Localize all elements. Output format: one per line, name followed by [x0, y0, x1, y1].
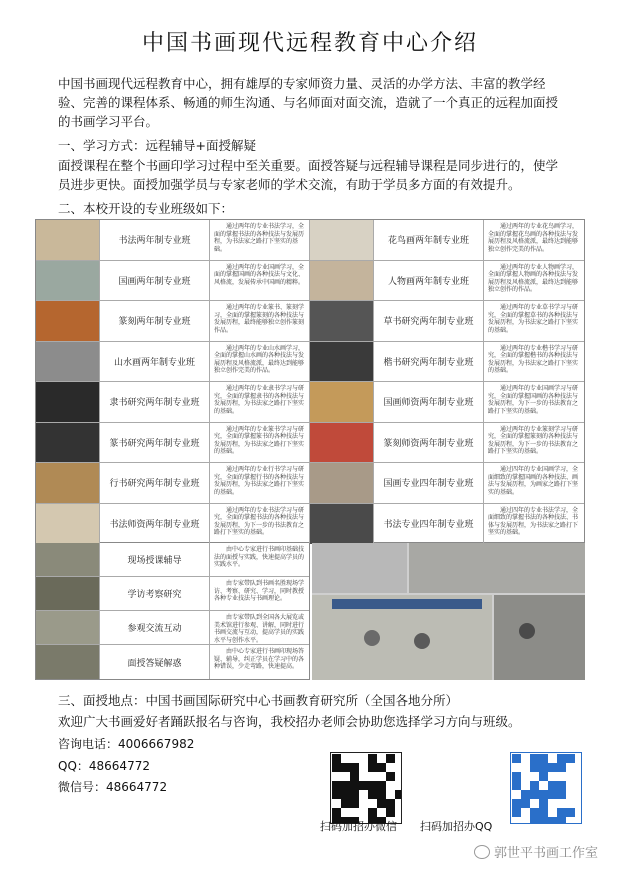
- class-name: 隶书研究两年制专业班: [100, 382, 210, 422]
- class-image: [36, 261, 100, 301]
- activity-name: 现场授课辅导: [100, 543, 210, 576]
- activity-description: 由专家带队到书画名胜现场学访、考察、研究、学习，同时教授各种专业技法与书画理论。: [214, 580, 305, 603]
- activity-name: 面授答疑解惑: [100, 645, 210, 679]
- activity-image: [36, 645, 100, 679]
- class-description: 通过两年的专业篆书、篆刻学习，全面的掌握篆刻的各种技法与发展历程，最终能够独立创作篆刻作品。: [210, 301, 310, 341]
- class-image: [36, 301, 100, 341]
- class-image: [310, 220, 374, 260]
- class-image: [310, 342, 374, 382]
- class-description: 通过两年的专业书法学习与研究，全面的掌握书法的各种技法与发展历程，为下一步的书法教育之路打下坚实的基础。: [210, 504, 310, 545]
- qq-qr-code[interactable]: [510, 752, 582, 824]
- class-row: [36, 382, 584, 423]
- watermark: [474, 842, 598, 861]
- class-name: 草书研究两年制专业班: [374, 301, 484, 341]
- class-row: [36, 261, 584, 302]
- wechat-qr-code[interactable]: [330, 752, 402, 824]
- class-name: 国画师资两年制专业班: [374, 382, 484, 422]
- class-image: [36, 423, 100, 463]
- class-description: 通过两年的专业花鸟画学习，全面的掌握花鸟画的各种技法与发展历程及风格流派，最终达到能够独立创作完美的作品。: [488, 223, 579, 253]
- person-shape: [519, 623, 535, 639]
- qr-pattern: [331, 753, 401, 823]
- activity-row: [36, 645, 309, 679]
- activity-description: 由中心专家进行书画印基础技法的面授与实践，快速提高学员的实践水平。: [214, 546, 305, 569]
- contact-qq: QQ：48664772: [58, 759, 150, 773]
- class-description: 通过两年的专业山水画学习，全面的掌握山水画的各种技法与发展历程及风格流派，最终达到能够独立创作完美的作品。: [210, 342, 310, 382]
- class-image: [36, 382, 100, 422]
- welcome-text: 欢迎广大书画爱好者踊跃报名与咨询，我校招办老师会协助您选择学习方向与班级。: [58, 714, 521, 729]
- class-name: 篆书研究两年制专业班: [100, 423, 210, 463]
- class-row: [36, 301, 584, 342]
- class-description: 通过两年的专业篆刻学习与研究，全面的掌握篆刻的各种技法与发展历程，为下一步的书法教育之路打下坚实的基础。: [488, 425, 579, 456]
- class-description: 通过两年的专业人物画学习，全面的掌握人物画的各种技法与发展历程及风格流派，最终达到能够独立创作的作品。: [488, 263, 579, 294]
- section1-text: 面授课程在整个书画印学习过程中至关重要。面授答疑与远程辅导课程是同步进行的，使学员进步更快。面授加强学员与专家老师的学术交流，有助于学员多方面的有效提升。: [58, 158, 559, 192]
- person-shape: [364, 630, 380, 646]
- class-description: 通过两年的专业书法学习，全面的掌握书法的各种技法与发展历程，为书法家之路打下坚实的基础。: [210, 220, 310, 260]
- class-image: [310, 504, 374, 545]
- person-shape: [414, 633, 430, 649]
- activity-image: [36, 543, 100, 576]
- qr-pattern: [511, 753, 581, 823]
- section2-heading: 二、本校开设的专业班级如下：: [58, 201, 234, 216]
- class-row: [36, 423, 584, 464]
- class-image: [310, 261, 374, 301]
- class-photos: [312, 543, 585, 680]
- class-name: 书法师资两年制专业班: [100, 504, 210, 545]
- class-row: [36, 463, 584, 504]
- activity-image: [36, 611, 100, 644]
- class-row: [36, 220, 584, 261]
- class-name: 行书研究两年制专业班: [100, 463, 210, 503]
- class-name: 楷书研究两年制专业班: [374, 342, 484, 382]
- class-name: 国画专业四年制专业班: [374, 463, 484, 503]
- activity-description: 由中心专家进行书画印现场答疑、辅导，纠正学员在学习中的各种错误，少走弯路，快速提高。: [214, 648, 305, 671]
- class-row: [36, 342, 584, 383]
- qq-qr-label: 扫码加招办QQ: [420, 820, 493, 833]
- class-image: [310, 301, 374, 341]
- wechat-icon: [474, 845, 490, 859]
- class-name: 人物画两年制专业班: [374, 261, 484, 301]
- wechat-qr-label: 扫码加招办微信: [320, 820, 397, 833]
- class-row: [36, 504, 584, 545]
- class-name: 书法专业四年制专业班: [374, 504, 484, 545]
- activity-row: [36, 577, 309, 611]
- class-image: [310, 423, 374, 463]
- photo-tile: [409, 543, 585, 593]
- class-description: 通过两年的专业楷书学习与研究，全面的掌握楷书的各种技法与发展历程，为书法家之路打下坚实的基础。: [488, 344, 579, 375]
- class-table: [35, 219, 585, 543]
- activity-name: 参观交流互动: [100, 611, 210, 644]
- activity-image: [36, 577, 100, 610]
- class-name: 书法两年制专业班: [100, 220, 210, 260]
- class-image: [36, 463, 100, 503]
- activity-row: [36, 543, 309, 577]
- photo-tile: [312, 543, 407, 593]
- class-description: 通过两年的专业行书学习与研究，全面的掌握行书的各种技法与发展历程，为书法家之路打下坚实的基础。: [210, 463, 310, 503]
- page-title: 中国书画现代远程教育中心介绍: [141, 31, 478, 56]
- class-name: 篆刻师资两年制专业班: [374, 423, 484, 463]
- class-image: [36, 342, 100, 382]
- class-image: [36, 504, 100, 545]
- class-name: 花鸟画两年制专业班: [374, 220, 484, 260]
- class-description: 通过四年的专业书法学习，全面细致的掌握书法的各种技法、书体与发展历程，为书法家之路打下坚实的基础。: [488, 506, 579, 537]
- class-image: [36, 220, 100, 260]
- activity-row: [36, 611, 309, 645]
- activity-description: 由专家带队到全国各大展览或美术馆进行参观、讲解，同时进行书画交流与互动，提高学员的实践水平与创作水平。: [214, 614, 305, 644]
- contact-phone: 咨询电话：4006667982: [58, 737, 195, 751]
- class-description: 通过两年的专业篆书学习与研究，全面的掌握篆书的各种技法与发展历程，为书法家之路打下坚实的基础。: [210, 423, 310, 463]
- class-description: 通过两年的专业草书学习与研究，全面的掌握草书的各种技法与发展历程，为书法家之路打下坚实的基础。: [488, 304, 579, 334]
- section3-heading: 三、面授地点：中国书画国际研究中心书画教育研究所（全国各地分所）: [58, 693, 459, 708]
- class-description: 通过两年的专业隶书学习与研究，全面的掌握隶书的各种技法与发展历程，为书法家之路打下坚实的基础。: [210, 382, 310, 422]
- class-description: 通过四年的专业国画学习，全面细致的掌握国画的各种技法、画法与发展历程，为画家之路打下坚实的基础。: [488, 466, 579, 496]
- activity-name: 学访考察研究: [100, 577, 210, 610]
- class-name: 篆刻两年制专业班: [100, 301, 210, 341]
- class-name: 国画两年制专业班: [100, 261, 210, 301]
- watermark-text: 郭世平书画工作室: [493, 846, 598, 861]
- activity-table: [35, 543, 310, 680]
- intro-paragraph: 中国书画现代远程教育中心，拥有雄厚的专家师资力量、灵活的办学方法、丰富的教学经验、完善的课程体系、畅通的师生沟通、与名师面对面交流，造就了一个真正的远程加面授的书画学习平台。: [58, 76, 559, 129]
- contact-wechat: 微信号：48664772: [58, 780, 168, 794]
- class-description: 通过两年的专业国画学习，全面的掌握国画的各种技法与文化、风格流，发展传承中国画的精粹。: [210, 261, 310, 301]
- banner-shape: [332, 599, 482, 609]
- section1-heading: 一、学习方式：远程辅导+面授解疑: [58, 138, 256, 153]
- class-description: 通过两年的专业国画学习与研究，全面的掌握国画的各种技法与发展历程，为下一步的书法教育之路打下坚实的基础。: [488, 385, 579, 415]
- class-name: 山水画两年制专业班: [100, 342, 210, 382]
- photo-tile: [494, 595, 585, 680]
- class-image: [310, 382, 374, 422]
- class-image: [310, 463, 374, 503]
- photo-collage: [312, 543, 585, 680]
